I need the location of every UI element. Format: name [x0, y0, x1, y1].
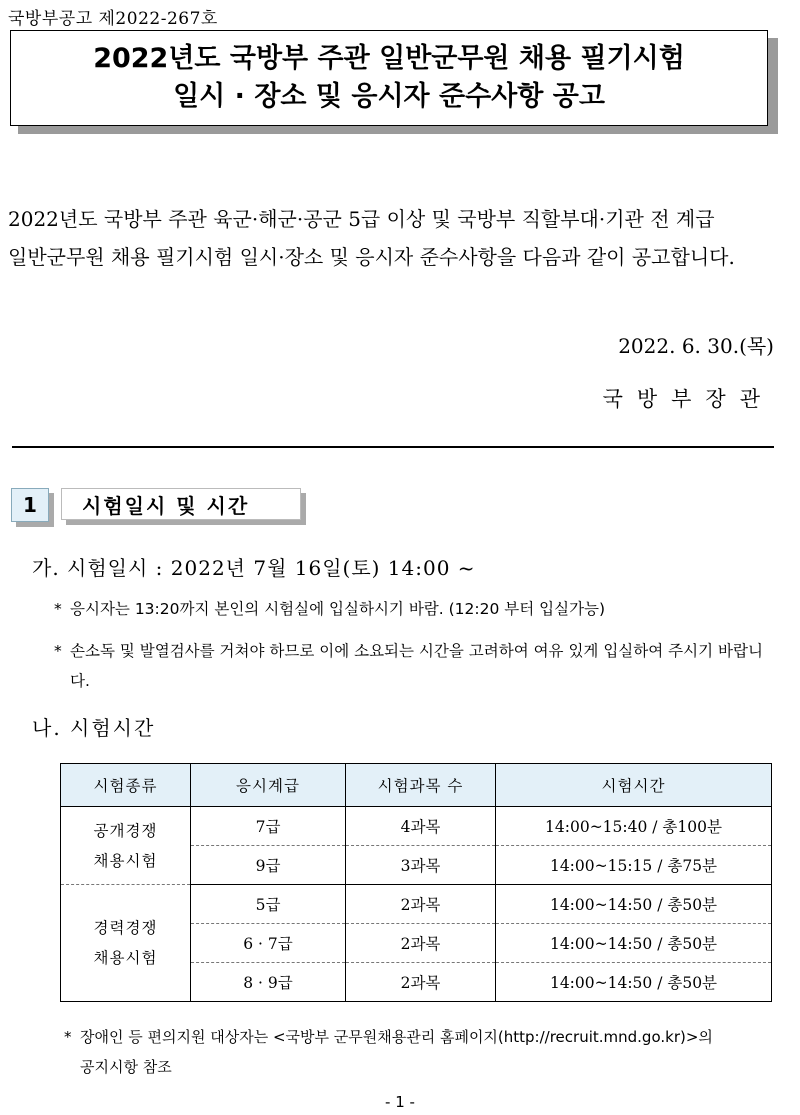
subjects-cell: 3과목 — [346, 846, 496, 885]
divider — [12, 446, 774, 448]
table-header-row — [61, 764, 772, 807]
grade-cell: 9급 — [191, 846, 346, 885]
category-line-1: 공개경쟁 — [93, 821, 158, 840]
subjects-cell: 2과목 — [346, 885, 496, 924]
footnote-line-2: 공지시항 참조 — [80, 1058, 172, 1076]
category-line-2: 채용시험 — [93, 851, 158, 870]
table-row — [61, 807, 772, 846]
intro-line-2: 일반군무원 채용 필기시험 일시·장소 및 응시자 준수사항을 다음과 같이 공고합니다. — [8, 245, 735, 269]
note-marker: * — [54, 642, 62, 660]
grade-cell: 8 · 9급 — [191, 963, 346, 1002]
intro-line-1: 2022년도 국방부 주관 육군·해군·공군 5급 이상 및 국방부 직할부대·기관 전 계급 — [8, 207, 715, 231]
time-cell: 14:00~14:50 / 총50분 — [496, 885, 772, 924]
header-exam-time: 시험시간 — [496, 764, 772, 807]
page-number: - 1 - — [385, 1093, 415, 1111]
announcement-date: 2022. 6. 30.(목) — [618, 334, 774, 358]
exam-schedule-table — [60, 763, 772, 1002]
note-health-check — [54, 636, 776, 696]
note-text: 손소독 및 발열검사를 거쳐야 하므로 이에 소요되는 시간을 고려하여 여유 있게 입실하여 주시기 바랍니다. — [70, 642, 763, 690]
header-subject-count: 시험과목 수 — [346, 764, 496, 807]
time-cell: 14:00~14:50 / 총50분 — [496, 924, 772, 963]
note-entry-time — [54, 594, 774, 624]
header-exam-type: 시험종류 — [61, 764, 191, 807]
time-cell: 14:00~14:50 / 총50분 — [496, 963, 772, 1002]
note-marker: * — [54, 600, 62, 618]
grade-cell: 7급 — [191, 807, 346, 846]
title-line-1: 2022년도 국방부 주관 일반군무원 채용 필기시험 — [93, 43, 685, 74]
subjects-cell: 2과목 — [346, 963, 496, 1002]
category-line-1: 경력경쟁 — [93, 919, 158, 937]
document-title — [10, 30, 768, 126]
footnote-line-1: 장애인 등 편의지원 대상자는 <국방부 군무원채용관리 홈페이지(http://recruit.mnd.go.kr)>의 — [80, 1028, 713, 1046]
time-cell: 14:00~15:40 / 총100분 — [496, 807, 772, 846]
section-number: 1 — [11, 488, 49, 522]
exam-time-heading: 나. 시험시간 — [32, 716, 156, 740]
grade-cell: 5급 — [191, 885, 346, 924]
table-row — [61, 885, 772, 924]
title-line-2: 일시 · 장소 및 응시자 준수사항 공고 — [173, 81, 605, 112]
subjects-cell: 2과목 — [346, 924, 496, 963]
note-text: 응시자는 13:20까지 본인의 시험실에 입실하시기 바람. (12:20 부터 입실가능) — [70, 600, 606, 618]
section-title: 시험일시 및 시간 — [61, 488, 301, 520]
category-open-competition — [61, 807, 191, 885]
exam-date-heading: 가. 시험일시 : 2022년 7월 16일(토) 14:00 ~ — [32, 556, 476, 580]
notice-number: 국방부공고 제2022-267호 — [8, 9, 218, 29]
header-grade: 응시계급 — [191, 764, 346, 807]
intro-paragraph — [8, 200, 780, 276]
footnote-accessibility — [64, 1022, 776, 1082]
grade-cell: 6 · 7급 — [191, 924, 346, 963]
category-career-competition — [61, 885, 191, 1002]
subjects-cell: 4과목 — [346, 807, 496, 846]
category-line-2: 채용시험 — [93, 949, 158, 967]
time-cell: 14:00~15:15 / 총75분 — [496, 846, 772, 885]
footnote-marker: * — [64, 1028, 72, 1046]
signer: 국방부장관 — [602, 387, 774, 411]
